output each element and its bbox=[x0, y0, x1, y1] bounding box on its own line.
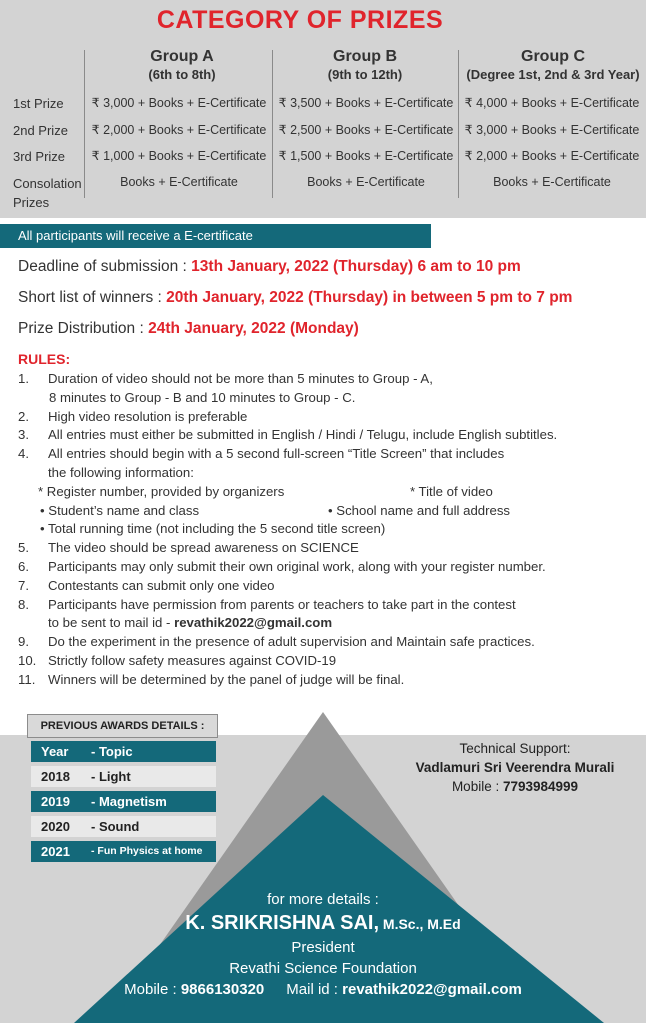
prize-1st-group-c: ₹ 4,000 + Books + E-Certificate bbox=[464, 96, 640, 110]
rule-item: 3. All entries must either be submitted in English / Hindi / Telugu, include English subtitles. bbox=[18, 427, 558, 443]
rule-subitem: * Title of video bbox=[410, 483, 493, 499]
tech-support-mobile: Mobile : 7793984999 bbox=[451, 779, 579, 794]
rule-subitem: • School name and full address bbox=[328, 502, 511, 518]
rule-item: 8. Participants have permission from parents or teachers to take part in the contest bbox=[18, 596, 516, 612]
shortlist-label: Short list of winners : bbox=[18, 289, 167, 306]
awards-row: 2019 - Magnetism bbox=[31, 791, 216, 812]
prize-3rd-group-c: ₹ 2,000 + Books + E-Certificate bbox=[464, 149, 640, 163]
contact-name: K. SRIKRISHNA SAI, M.Sc., M.Ed bbox=[185, 912, 461, 934]
prize-distribution-label: Prize Distribution : bbox=[18, 320, 149, 337]
consolation-group-b: Books + E-Certificate bbox=[307, 175, 425, 189]
certificate-banner-text: All participants will receive a E-certificate bbox=[18, 228, 253, 243]
more-details-label: for more details : bbox=[267, 891, 379, 908]
awards-year-header: Year bbox=[41, 744, 69, 759]
contact-degree: M.Sc., M.Ed bbox=[379, 916, 461, 932]
rule-subitem: • Student’s name and class bbox=[40, 502, 200, 518]
contact-org: Revathi Science Foundation bbox=[229, 960, 417, 977]
prize-label-3rd: 3rd Prize bbox=[13, 149, 66, 164]
contact-phone[interactable]: 9866130320 bbox=[180, 981, 265, 998]
contact-role: President bbox=[291, 939, 355, 956]
rules-email-link[interactable]: revathik2022@gmail.com bbox=[174, 615, 333, 631]
rule-item: 6. Participants may only submit their own original work, along with your register number. bbox=[18, 558, 546, 574]
rule-item-cont: to be sent to mail id - revathik2022@gmail.com bbox=[48, 615, 333, 631]
contact-line: Mobile : 9866130320 Mail id : revathik2022@gmail.com bbox=[124, 981, 522, 998]
prize-label-1st: 1st Prize bbox=[13, 96, 64, 111]
prize-label-consolation-2: Prizes bbox=[13, 195, 50, 210]
shortlist-value: 20th January, 2022 (Thursday) in between 5 pm to 7 pm bbox=[166, 289, 573, 306]
prize-1st-group-a: ₹ 3,000 + Books + E-Certificate bbox=[91, 96, 267, 110]
prize-distribution-value: 24th January, 2022 (Monday) bbox=[148, 320, 359, 337]
tech-support-phone[interactable]: 7793984999 bbox=[502, 779, 579, 794]
deadline-label: Deadline of submission : bbox=[18, 258, 192, 275]
prize-2nd-group-b: ₹ 2,500 + Books + E-Certificate bbox=[278, 123, 454, 137]
rule-item-cont: the following information: bbox=[48, 464, 194, 480]
consolation-group-c: Books + E-Certificate bbox=[493, 175, 611, 189]
awards-row: 2020 - Sound bbox=[31, 816, 216, 837]
deadline-value: 13th January, 2022 (Thursday) 6 am to 10 pm bbox=[191, 258, 521, 275]
rule-item: 11. Winners will be determined by the panel of judge will be final. bbox=[18, 671, 405, 687]
rule-item: 9. Do the experiment in the presence of adult supervision and Maintain safe practices. bbox=[18, 634, 535, 650]
consolation-group-a: Books + E-Certificate bbox=[120, 175, 238, 189]
prize-3rd-group-b: ₹ 1,500 + Books + E-Certificate bbox=[278, 149, 454, 163]
awards-header-row bbox=[31, 741, 216, 762]
rule-item-cont: 8 minutes to Group - B and 10 minutes to Group - C. bbox=[49, 389, 356, 405]
rule-item: 4. All entries should begin with a 5 second full-screen “Title Screen” that includes bbox=[18, 446, 505, 462]
rules-heading: RULES: bbox=[18, 351, 71, 367]
group-a-name: Group A bbox=[150, 48, 214, 65]
group-b-range: (9th to 12th) bbox=[327, 67, 403, 82]
rule-item: 2. High video resolution is preferable bbox=[18, 408, 248, 424]
prize-label-2nd: 2nd Prize bbox=[13, 123, 68, 138]
tech-support-name: Vadlamuri Sri Veerendra Murali bbox=[415, 760, 615, 775]
group-a-range: (6th to 8th) bbox=[148, 67, 216, 82]
rule-item: 7. Contestants can submit only one video bbox=[18, 577, 275, 593]
prize-2nd-group-c: ₹ 3,000 + Books + E-Certificate bbox=[464, 123, 640, 137]
rule-item: 5. The video should be spread awareness on SCIENCE bbox=[18, 540, 359, 556]
rule-item: 1. Duration of video should not be more than 5 minutes to Group - A, bbox=[18, 371, 433, 386]
tech-support-label: Technical Support: bbox=[459, 741, 571, 756]
awards-row: 2021 - Fun Physics at home bbox=[31, 841, 216, 862]
contact-email-link[interactable]: revathik2022@gmail.com bbox=[342, 981, 522, 998]
rule-item: 10. Strictly follow safety measures against COVID-19 bbox=[18, 652, 337, 668]
rule-subitem: * Register number, provided by organizers bbox=[38, 483, 285, 499]
page-title: CATEGORY OF PRIZES bbox=[156, 6, 444, 34]
rule-subitem: • Total running time (not including the 5 second title screen) bbox=[40, 521, 386, 537]
prize-2nd-group-a: ₹ 2,000 + Books + E-Certificate bbox=[91, 123, 267, 137]
group-c-range: (Degree 1st, 2nd & 3rd Year) bbox=[466, 67, 640, 82]
awards-row: 2018 - Light bbox=[31, 766, 216, 787]
awards-heading: PREVIOUS AWARDS DETAILS : bbox=[27, 714, 218, 738]
prize-label-consolation: Consolation bbox=[13, 176, 82, 191]
group-c-name: Group C bbox=[521, 48, 585, 65]
prize-3rd-group-a: ₹ 1,000 + Books + E-Certificate bbox=[91, 149, 267, 163]
prize-1st-group-b: ₹ 3,500 + Books + E-Certificate bbox=[278, 96, 454, 110]
group-b-name: Group B bbox=[333, 48, 397, 65]
awards-topic-header: - Topic bbox=[91, 744, 133, 759]
